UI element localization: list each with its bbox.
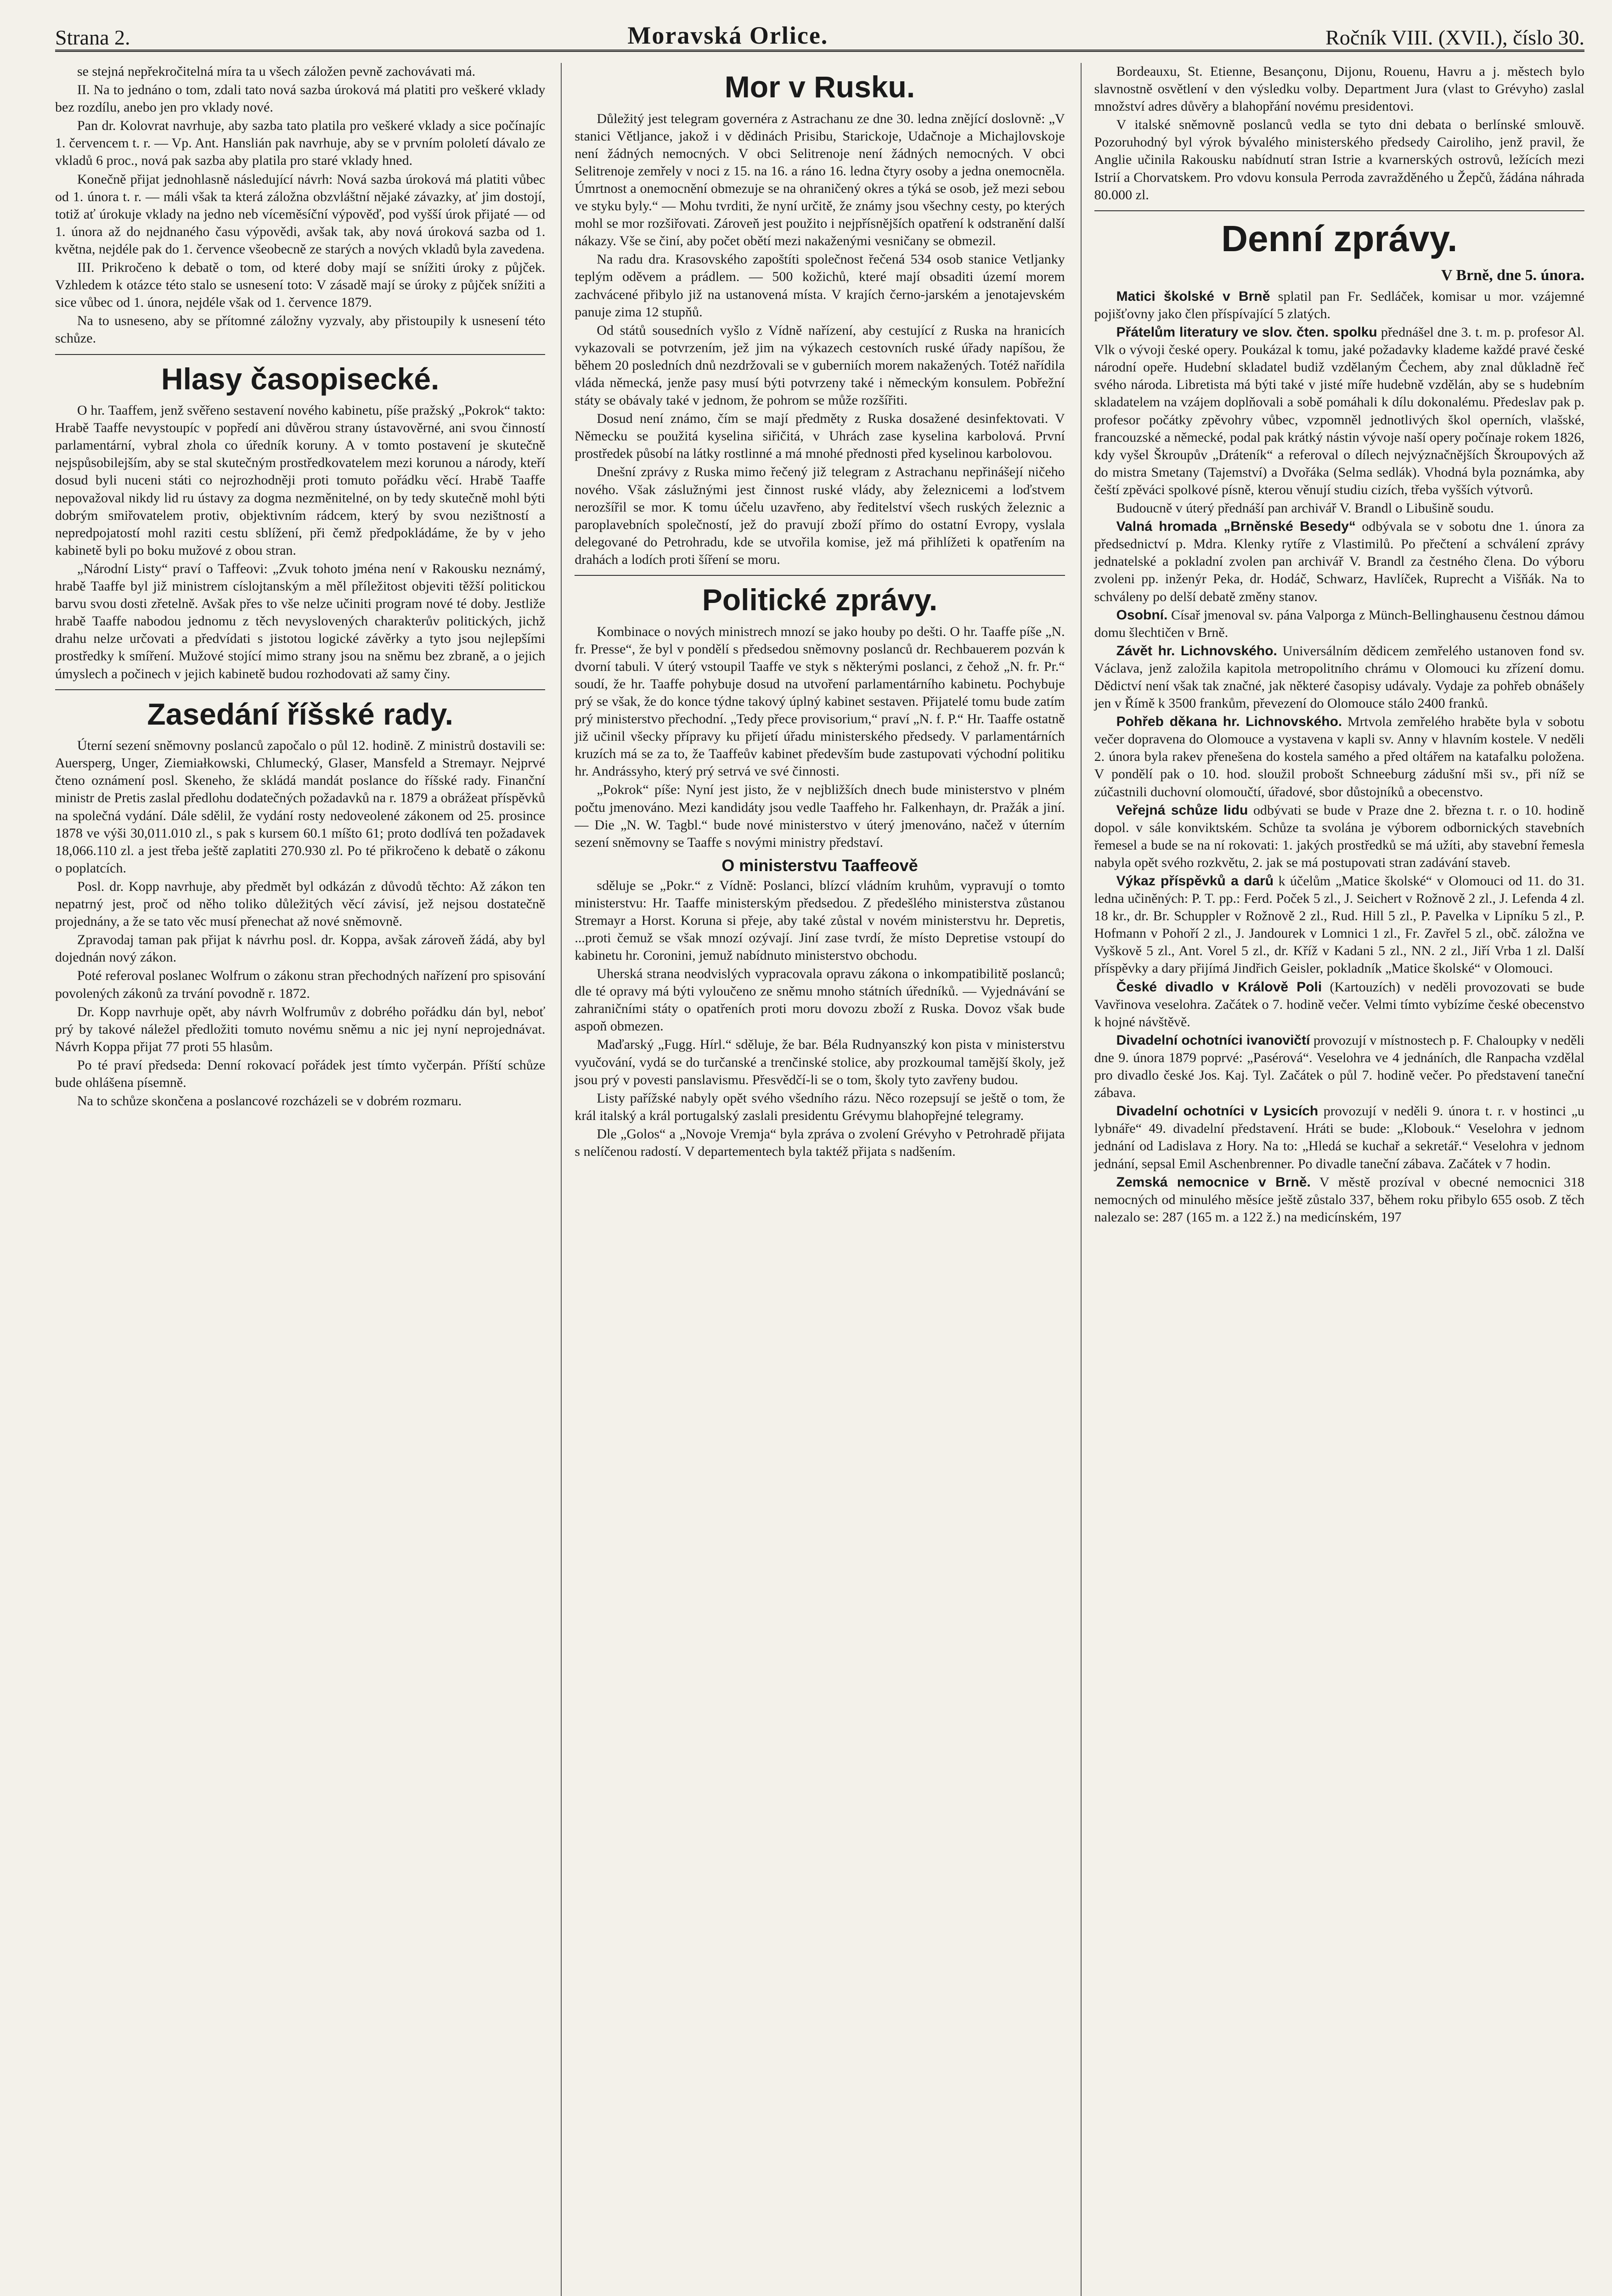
- item-text: k účelům „Matice školské“ v Olomouci od 11. do 31. ledna učiněných: P. T. pp.: Ferd. Poček 5 zl., J. Seichert v Rožnově 2 zl., J. Lefenda 4 zl. 18 kr., dr. Br. Schuppler v Rožnově 2 zl., Rud. Hill 5 zl., P. Pavelka v Lipníku 5 zl., P. Hofmann v Pohoří 2 zl., J. Jandourek v Lomnici 1 zl., Fr. Zavřel 5 zl., obč. záložna ve Vyškově 5 zl., Ant. Vorel 5 zl., dr. Kříž v Kadani 5 zl., NN. 2 zl., Jiří Vrba 1 zl. Další příspěvky a dary přijímá Jindřich Geisler, pokladník „Matice školské“ v Olomouci.: [1094, 873, 1584, 976]
- paragraph: Listy pařížské nabyly opět svého všedního rázu. Něco rozepsují se ještě o tom, že král italský a král portugalský zaslali presidentu Grévymu blahopřejné telegramy.: [575, 1090, 1065, 1123]
- item-text: Universálním dědicem zemřelého ustanoven fond sv. Václava, jenž založila kapitola metropolitního chrámu v Olomouci ku zřízení domu. Dědictví není však tak značné, jak některé časopisy udávaly. Vydaje za pohřeb obnášely jen v Římě k 3500 frankům, převezení do Olomouce stálo 2400 franků.: [1094, 643, 1584, 711]
- paragraph: Dosud není známo, čím se mají předměty z Ruska dosažené desinfektovati. V Německu se použitá kyselina siřičitá, v Uhrách zase kyselina karbolová. První prostředek působí na látky rostlinné a má mnohé přednosti před kyselinou karbolovou.: [575, 411, 1065, 461]
- masthead-title: Moravská Orlice.: [627, 22, 829, 49]
- paragraph: Na radu dra. Krasovského zapoštíti společnost řečená 534 osob stanice Vetljanky teplým oděvem a prádlem. — 500 kožichů, které mají obsaditi území morem zachvácené přibylo již na ustanovená místa. V krajích černo-jarském a jenotajevském panuje zima 12 stupňů.: [575, 252, 1065, 320]
- item-text: Císař jmenoval sv. pána Valporga z Münch-Bellinghausenu čestnou dámou domu šlechtičen v Brně.: [1094, 607, 1584, 640]
- paragraph: Pan dr. Kolovrat navrhuje, aby sazba tato platila pro veškeré vklady a sice počínajíc 1. červencem t. r. — Vp. Ant. Hanslián pak navrhuje, aby se v prvním pololetí dávalo ze vkladů 6 proc., nová pak sazba aby platila pro staré vklady hned.: [55, 118, 546, 169]
- item-lead: Přátelům literatury ve slov. čten. spolku: [1116, 325, 1377, 340]
- divider: [575, 575, 1065, 576]
- paragraph: „Národní Listy“ praví o Taffeovi: „Zvuk tohoto jména není v Rakousku neznámý, hrabě Taaffe byl již ministrem císlojtanským a měl příležitost objeviti těžší politickou barvu svou dosti zřetelně. Avšak přes to vše nelze učiniti program nové té doby. Jestliže hrabě Taaffe nabodou jednomu z těch nevyslovených charakterův politických, jichž drahu nelze určovati a předvídati s jistotou logické závěrky a tyto jsou nejlepšími prostředky k smíření. Mužové stojící mimo strany jsou na sněmu bez zbraně, a o jejich úmyslech a počinech v jejich kabinetě budou rozhodovati až samy činy.: [55, 561, 546, 681]
- paragraph: Dr. Kopp navrhuje opět, aby návrh Wolfrumův z dobrého pořádku dán byl, neboť prý by takové náležel předložiti tomuto novému sněmu a nic jej nyní neprojednávat. Návrh Koppa přijat 77 proti 55 hlasům.: [55, 1004, 546, 1054]
- news-item: [1094, 642, 1584, 712]
- paragraph: V italské sněmovně poslanců vedla se tyto dni debata o berlínské smlouvě. Pozoruhodný byl výrok bývalého ministerského předsedy Cairoliho, jenž pravil, že Anglie učinila Rakousku nabídnutí stran Istrie a kvarnerských ostrovů, ležících mezi Istrií a Chorvatskem. Pro vdovu konsula Perroda zavražděného u Žepčů, žádána náhrada 80.000 zl.: [1094, 117, 1584, 203]
- dateline: V Brně, dne 5. února.: [1441, 266, 1584, 284]
- paragraph: Dle „Golos“ a „Novoje Vremja“ byla zpráva o zvolení Grévyho v Petrohradě přijata s nelíčenou radostí. V departementech byla taktéž přijata s nadšením.: [575, 1126, 1065, 1159]
- column-1: [55, 63, 545, 2296]
- item-lead: Matici školské v Brně: [1116, 288, 1270, 304]
- item-lead: Zemská nemocnice v Brně.: [1116, 1174, 1311, 1190]
- paragraph: Budoucně v úterý přednáší pan archivář V. Brandl o Libušině soudu.: [1116, 501, 1494, 516]
- item-lead: Valná hromada „Brněnské Besedy“: [1116, 519, 1356, 535]
- item-text: Mrtvola zemřelého hraběte byla v sobotu večer dopravena do Olomouce a vystavena v kapli sv. Anny v hlavním kostele. V neděli 2. února byla rakev přenešena do kostela samého a před oltářem na katafalku položena. V pondělí pak o 10. hod. sloužil probošt Schneeburg zádušní mši sv., při níž se zúčastnili duchovní olomoučtí, úřadové, sbor důstojníků a obecenstvo.: [1094, 714, 1584, 799]
- heading-politicke: Politické zprávy.: [702, 583, 938, 617]
- paragraph: Posl. dr. Kopp navrhuje, aby předmět byl odkázán z důvodů těchto: Až zákon ten nepatrný jest, proč od něho toliko důležitých věcí závisí, jež nejsou dostatečně projednány, a že se tato věc musí přenechat až nové sněmovně.: [55, 878, 546, 929]
- paragraph: Zpravodaj taman pak přijat k návrhu posl. dr. Koppa, avšak zároveň žádá, aby byl dojednán nový zákon.: [55, 932, 546, 965]
- page-header: [55, 14, 1584, 52]
- paragraph: sděluje se „Pokr.“ z Vídně: Poslanci, blízcí vládním kruhům, vypravují o tomto ministerstvu: Hr. Taaffe ministerským předsedou. Z předešlého ministerstva zůstanou Stremayr a Horst. Koruna si přeje, aby také zůstal v novém ministerstvu hr. Depretis, ...proti čemuž se však mnozí ozývají. Jiní zase tvrdí, že místo Depretise vstoupí do kabinetu hr. Coronini, jemuž nabídnuto ministerstvo obchodu.: [575, 878, 1065, 963]
- item-lead: Divadelní ochotníci v Lysicích: [1116, 1103, 1319, 1119]
- item-lead: České divadlo v Králově Poli: [1116, 979, 1322, 995]
- divider: [55, 354, 545, 355]
- news-item: [1094, 288, 1584, 323]
- heading-mor: Mor v Rusku.: [724, 70, 915, 104]
- news-item: [1094, 324, 1584, 499]
- news-item: [1094, 1174, 1584, 1226]
- paragraph: „Pokrok“ píše: Nyní jest jisto, že v nejbližších dnech bude ministerstvo v plném počtu jmenováno. Mezi kandidáty jsou vedle Taaffeho hr. Falkenhayn, dr. Pražák a jiní. — Die „N. W. Tagbl.“ bude nové ministerstvo v úterý jmenováno, načež v úterním sezení sněmovny se Taaffe s novými ministry představí.: [575, 782, 1065, 850]
- paragraph: Maďarský „Fugg. Hírl.“ sděluje, že bar. Béla Rudnyanszký kon pista v ministerstvu vyučování, vydá se do turčanské a trenčinské stolice, aby prozkoumal tamější školy, jež jsou prý v povesti panslavismu. Přesvědčí-li se o tom, školy tyto zavřeny budou.: [575, 1037, 1065, 1087]
- divider: [1094, 210, 1584, 211]
- item-text: splatil pan Fr. Sedláček, komisar u mor. vzájemné pojišťovny jako člen příspívající 5 zlatých.: [1094, 288, 1584, 322]
- paragraph: Důležitý jest telegram governéra z Astrachanu ze dne 30. ledna znějící doslovně: „V stanici Větljance, jakož i v dědinách Prisibu, Starickoje, Udačnoje a Michajlovskoje není žádných nemocných. V obci Selitrenoje není žádných nemocných. V obci Selitrenoje zemřely v noci z 15. na 16. a ráno 16. ledna čtyry osoby a jedna onemocněla. Úmrtnost a onemocnění obmezuje se na ohraničený okres a týká se osob, jež mezi sebou ve styku byly.“ — Mohu tvrditi, že nyní určitě, že známy jsou všechny cesty, po kterých mohl se mor rozšiřovati. Zároveň jest použito i nejpřísnějších opatření k odstranění další nákazy. Vše se činí, aby počet obětí mezi nakaženými vesničany se obmezil.: [575, 111, 1065, 249]
- paragraph: Od států sousedních vyšlo z Vídně nařízení, aby cestující z Ruska na hranicích vykazovali se potvrzením, jež jim na výkazech cestovních ruské úřady napíšou, že během 20 posledních dnů nezdržovali se v guberniích morem nakažených. Totéž nařídila vláda německá, jenže pasy musí býti potvrzeny také i německým konsulem. Pobřežní státy se obávaly také v jednom, že pohrom se může rozšířiti.: [575, 322, 1065, 408]
- item-text: odbývala se v sobotu dne 1. února za předsednictví p. Mdra. Klenky rytíře z Vlastimilů. Po přečtení a schválení zprávy jednatelské a pokladní zvolen pan archivář V. Brandl za čestného člena. Do výboru zvoleni pp. inženýr Peka, dr. Hodáč, Schwarz, Havlíček, Ruprecht a Višňák. Na to schváleny po delší debatě změny stanov.: [1094, 519, 1584, 604]
- paragraph: O hr. Taaffem, jenž svěřeno sestavení nového kabinetu, píše pražský „Pokrok“ takto: Hrabě Taaffe nevystoupíc v popředí ani důvěrou strany ústavověrné, ani svou činností parlamentární, vybral zhola co úředník koruny. A v tomto postavení je skutečně nejspůsobilejším, aby se stal skutečným prostředkovatelem mezi korunou a národy, kteří dosud byli nuceni státi co nejrozhodněji proti tomuto pořádku věcí. Hrabě Taaffe nepovažoval nikdy lid ru ústavy za dogma nezměnitelné, on by tedy skutečně mohl býti dobrým smiřovatelem protiv, objektivním rádcem, který by svou nezištností a nepredpojatostí mohl raziti cestu sblížení, při čemž předpokládáme, že by v jeho kabinetě byli po boku mužové z obou stran.: [55, 403, 546, 558]
- item-lead: Závět hr. Lichnovského.: [1116, 643, 1277, 658]
- news-item: [1094, 979, 1584, 1031]
- item-lead: Divadelní ochotníci ivanovičtí: [1116, 1032, 1310, 1048]
- paragraph: II. Na to jednáno o tom, zdali tato nová sazba úroková má platiti pro veškeré vklady bez rozdílu, anebo jen pro vklady nové.: [55, 82, 546, 115]
- item-text: odbývati se bude v Praze dne 2. března t. r. o 10. hodině dopol. v sále konviktském. Schůze ta svolána je výborem odbornických stavebních řemesel a bude se na ní rokovati: 1. jakých prostředků se má užíti, aby stavební řemesla nabyla opět svého rozkvětu, 2. jak se má postupovati stran zadávání staveb.: [1094, 802, 1584, 870]
- news-item: [1094, 1032, 1584, 1102]
- item-lead: Pohřeb děkana hr. Lichnovského.: [1116, 714, 1342, 730]
- item-lead: Výkaz příspěvků a darů: [1116, 873, 1274, 889]
- paragraph: Poté referoval poslanec Wolfrum o zákonu stran přechodných nařízení pro spisování povolených zákonů za trvání povodně r. 1872.: [55, 968, 546, 1001]
- page-number: Strana 2.: [55, 26, 130, 49]
- paragraph: Úterní sezení sněmovny poslanců započalo o půl 12. hodině. Z ministrů dostavili se: Auersperg, Unger, Ziemiałkowski, Chlumecký, Glaser, Mansfeld a Stremayr. Nejprvé čteno oznámení posl. Skeneho, že skládá mandát poslance do říšské rady. Finanční ministr de Pretis zaslal předlohu dodatečných požadavků na r. 1879 a obrážeat příspěvků na společná vydání. Dále sdělil, že vydání rosty nedoveolené zákonem od 25. prosince 1878 ve výši 30,011.010 zl., s pak s kursem 60.1 míšto 61; proto dodlívá ten požadavek 18,066.110 zl. a jest třeba ještě zaplatiti 270.930 zl. Po té přikročeno k debatě o zákonu o poplatcích.: [55, 738, 546, 876]
- divider: [55, 689, 545, 690]
- item-lead: Veřejná schůze lidu: [1116, 802, 1248, 818]
- heading-zasedani: Zasedání říšské rady.: [147, 697, 453, 731]
- paragraph: Uherská strana neodvislých vypracovala opravu zákona o inkompatibilitě poslanců; dle té opravy má býti vyloučeno ze sněmu mnoho státních úředníků. — Vyjednávání se zahraničními státy o opatřeních proti moru dovozu zboží z Ruska. Dovoz však bude aspoň obmezen.: [575, 966, 1065, 1034]
- item-text: přednášel dne 3. t. m. p. profesor Al. Vlk o vývoji české opery. Poukázal k tomu, jaké požadavky klademe každé pravé české národní opeře. Hudební skladatel budiž vzdělaným Čechem, aby znal důkladně řeč svého národa. Libretista má býti také v jisté míře hudebně vzdělán, aby se s hudebním skladatelem na vzájem doplňovali a sobě pomáhali k dílu dokonalému. Předeslav pak p. profesor počátky zpěvohry vůbec, vzpomněl jednotlivých škol operních, vlašské, francouzské a německé, podal pak krátký nástin vývoje naší opery počínaje rokem 1826, kdy vyšel Škroupův „Dráteník“ a referoval o dílech nejvýznačnějších Škroupových až do mistra Smetany (Tajemství) a Dvořáka (Selma sedlák). Vhodná byla poznámka, aby čeští zpěváci spolkové písně, kterou věnují studiu cizích, třeba vyšších výtvorů.: [1094, 325, 1584, 497]
- paragraph: Dnešní zprávy z Ruska mimo řečený již telegram z Astrachanu nepřinášejí ničeho nového. Však záslužnými jest činnost ruské vlády, aby železnicemi a loďstvem nerozšířil se mor. K tomu účelu uzavřeno, aby ředitelství všech ruských železnic a paroplavebních společností, jež do pravují zboží přímo do ostatní Evropy, vyslala delegované do Petrohradu, kde se utvořila komise, jež má přihlížeti k opatřením na drahách a lodích proti šíření se moru.: [575, 464, 1065, 567]
- news-item: [1094, 518, 1584, 605]
- paragraph: III. Prikročeno k debatě o tom, od které doby mají se snížiti úroky z půjček. Vzhledem k otázce této stalo se usnesení toto: V zásadě mají se úroky z půjček snížiti a sice vůbec od 1. února, nejdéle však od 1. července 1879.: [55, 260, 546, 310]
- item-text: (Kartouzích) v neděli provozovati se bude Vavřinova veselohra. Začátek o 7. hodině večer. Velmi tímto vybízíme české obecenstvo k hojné návštěvě.: [1094, 979, 1584, 1030]
- heading-denni: Denní zprávy.: [1221, 218, 1458, 259]
- news-item: [1094, 713, 1584, 800]
- paragraph: se stejná nepřekročitelná míra ta u všech záložen pevně zachovávati má.: [77, 64, 476, 79]
- paragraph: Kombinace o nových ministrech mnozí se jako houby po dešti. O hr. Taaffe píše „N. fr. Presse“, že byl v pondělí s předsedou sněmovny poslanců dr. Rechbauerem pozván k dvorní tabuli. V úterý vstoupil Taaffe ve styk s některými poslanci, z čehož „N. fr. Pr.“ soudí, že hr. Taaffe pohybuje dosud na utvoření parlamentárního kabinetu. Pochybuje prý se však, že do konce týdne takový úplný kabinet sestaven. Přijatelé tomu bude zatím prý ministerstvo přechodní. „Tedy přece provisorium,“ praví „N. f. P.“ Hr. Taaffe ostatně již učinil všecky přípravy ku přijetí úřadu ministerského předsedy. V parlamentárních kruzích má se za to, že Taaffeův kabinet především bude zastupovati východní politiku hr. Andrássyho, který prý setrvá ve své činnosti.: [575, 624, 1065, 779]
- paragraph: Bordeauxu, St. Etienne, Besançonu, Dijonu, Rouenu, Havru a j. městech bylo slavnostně osvětlení v den výsledku volby. Department Jura (vlast to Grévyho) zaslal množství adres důvěry a blahopřání novému presidentovi.: [1094, 64, 1584, 114]
- subheading-ministerstvo: O ministerstvu Taaffeově: [721, 855, 918, 875]
- heading-hlasy: Hlasy časopisecké.: [161, 361, 440, 396]
- paragraph: Konečně přijat jednohlasně následující návrh: Nová sazba úroková má platiti vůbec od 1. února t. r. — máli však ta která záložna obzvláštní nějaké závazky, ať jim dostojí, totiž ať úrokuje vklady na jedno neb víceměsíční výpověď, pod vyšší úrok přijaté — od 1. února až do nejdnaného času výpovědi, avšak tak, aby nová úroková sazba od 1. května, nejdéle pak do 1. července všeobecně ze starých a nových vkladů byla zavedena.: [55, 171, 546, 257]
- news-item: [1094, 872, 1584, 978]
- item-text: provozují v neděli 9. února t. r. v hostinci „u lybnáře“ 49. divadelní představení. Hráti se bude: „Klobouk.“ Veselohra v jednom jednání od Ladislava z Hory. Na to: „Hledá se kuchař a sekretář.“ Veselohra v jednom jednání, sepsal Emil Aschenbrenner. Po divadle taneční zábava. Začátek v 7 hodin.: [1094, 1103, 1584, 1171]
- paragraph: Po té praví předseda: Denní rokovací pořádek jest tímto vyčerpán. Příští schůze bude ohlášena písemně.: [55, 1057, 546, 1090]
- columns: [55, 63, 1584, 2296]
- news-item: [1094, 607, 1584, 642]
- issue-info: Ročník VIII. (XVII.), číslo 30.: [1325, 26, 1584, 49]
- news-item: [1094, 802, 1584, 872]
- paragraph: Na to schůze skončena a poslancové rozcházeli se v dobrém rozmaru.: [77, 1093, 462, 1109]
- item-text: provozují v místnostech p. F. Chaloupky v neděli dne 9. února 1879 poprvé: „Pasérová“. Veselohra ve 4 jednáních, dle Ranpacha vzdělal pro divadlo české Jos. Kaj. Tyl. Začátek o půl 7. hodině večer. Po představení taneční zábava.: [1094, 1032, 1584, 1101]
- column-2: [561, 63, 1065, 2296]
- item-text: V městě prozíval v obecné nemocnici 318 nemocných od minulého měsíce ještě zůstalo 337, během roku přibylo 655 osob. Z těch nalezalo se: 287 (165 m. a 122 ž.) na medicínském, 197: [1094, 1174, 1584, 1225]
- item-lead: Osobní.: [1116, 607, 1168, 623]
- column-3: [1081, 63, 1584, 2296]
- news-item: [1094, 1103, 1584, 1172]
- paragraph: Na to usneseno, aby se přítomné záložny vyzvaly, aby přistoupily k usnesení této schůze.: [55, 313, 546, 346]
